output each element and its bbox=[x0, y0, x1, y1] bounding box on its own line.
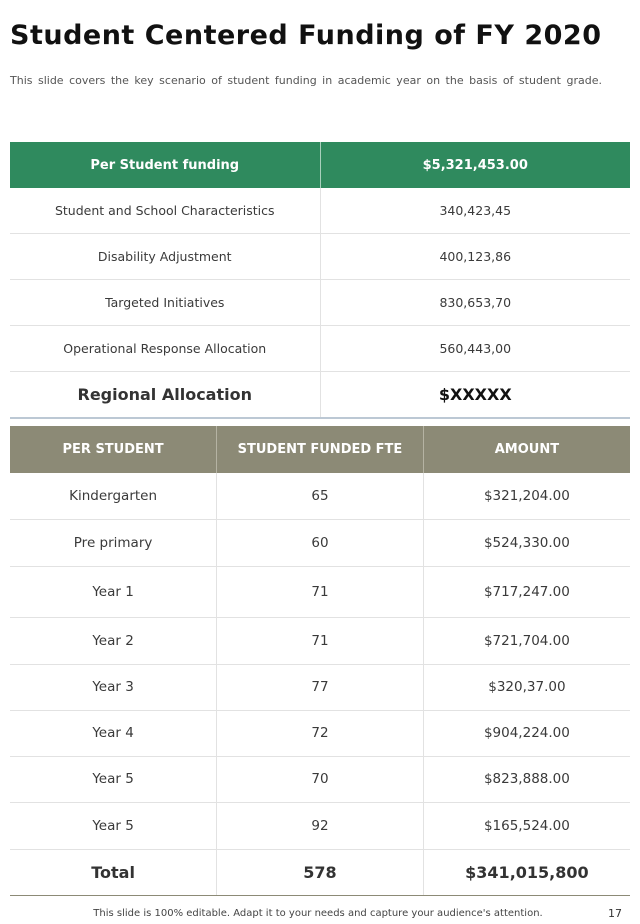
funding-header-label: Per Student funding bbox=[10, 142, 320, 188]
fte-cell: 60 bbox=[217, 519, 424, 566]
total-fte: 578 bbox=[217, 849, 424, 895]
table-row bbox=[10, 664, 630, 710]
fte-cell: 70 bbox=[217, 756, 424, 802]
total-label: Total bbox=[10, 849, 217, 895]
fte-cell: 77 bbox=[217, 664, 424, 710]
funding-row-label: Disability Adjustment bbox=[10, 234, 320, 280]
funding-row-label: Operational Response Allocation bbox=[10, 326, 320, 372]
page-title: Student Centered Funding of FY 2020 bbox=[10, 20, 602, 51]
funding-row-value: 830,653,70 bbox=[320, 280, 630, 326]
funding-row-value: 340,423,45 bbox=[320, 188, 630, 234]
grade-cell: Year 5 bbox=[10, 756, 217, 802]
amount-cell: $320,37.00 bbox=[423, 664, 630, 710]
amount-cell: $321,204.00 bbox=[423, 473, 630, 519]
funding-row-label: Targeted Initiatives bbox=[10, 280, 320, 326]
student-funding-table bbox=[10, 426, 630, 896]
grade-cell: Kindergarten bbox=[10, 473, 217, 519]
table-row bbox=[10, 519, 630, 566]
amount-cell: $717,247.00 bbox=[423, 566, 630, 617]
regional-allocation-row bbox=[10, 372, 630, 419]
funding-row-value: 400,123,86 bbox=[320, 234, 630, 280]
table-row bbox=[10, 473, 630, 519]
funding-table bbox=[10, 142, 630, 419]
table-row bbox=[10, 188, 630, 234]
table-row bbox=[10, 326, 630, 372]
table-row bbox=[10, 710, 630, 756]
grade-cell: Year 5 bbox=[10, 802, 217, 849]
grade-cell: Pre primary bbox=[10, 519, 217, 566]
funding-row-label: Student and School Characteristics bbox=[10, 188, 320, 234]
regional-allocation-value: $XXXXX bbox=[320, 372, 630, 419]
table-row bbox=[10, 802, 630, 849]
total-row bbox=[10, 849, 630, 895]
table-row bbox=[10, 280, 630, 326]
student-table-header bbox=[10, 426, 630, 473]
column-header-fte: STUDENT FUNDED FTE bbox=[217, 426, 424, 473]
amount-cell: $165,524.00 bbox=[423, 802, 630, 849]
amount-cell: $823,888.00 bbox=[423, 756, 630, 802]
fte-cell: 71 bbox=[217, 617, 424, 664]
grade-cell: Year 2 bbox=[10, 617, 217, 664]
grade-cell: Year 4 bbox=[10, 710, 217, 756]
column-header-amount: AMOUNT bbox=[423, 426, 630, 473]
regional-allocation-label: Regional Allocation bbox=[10, 372, 320, 419]
page-subtitle: This slide covers the key scenario of student funding in academic year on the basis of student grade. bbox=[10, 74, 602, 87]
funding-row-value: 560,443,00 bbox=[320, 326, 630, 372]
amount-cell: $524,330.00 bbox=[423, 519, 630, 566]
funding-header-value: $5,321,453.00 bbox=[320, 142, 630, 188]
total-amount: $341,015,800 bbox=[423, 849, 630, 895]
funding-table-header bbox=[10, 142, 630, 188]
table-row bbox=[10, 756, 630, 802]
fte-cell: 92 bbox=[217, 802, 424, 849]
grade-cell: Year 1 bbox=[10, 566, 217, 617]
fte-cell: 65 bbox=[217, 473, 424, 519]
table-row bbox=[10, 234, 630, 280]
grade-cell: Year 3 bbox=[10, 664, 217, 710]
footer-note: This slide is 100% editable. Adapt it to your needs and capture your audience's attention. bbox=[93, 908, 543, 919]
page-number: 17 bbox=[608, 907, 622, 920]
fte-cell: 72 bbox=[217, 710, 424, 756]
table-row bbox=[10, 617, 630, 664]
column-header-per-student: PER STUDENT bbox=[10, 426, 217, 473]
amount-cell: $721,704.00 bbox=[423, 617, 630, 664]
amount-cell: $904,224.00 bbox=[423, 710, 630, 756]
table-row bbox=[10, 566, 630, 617]
fte-cell: 71 bbox=[217, 566, 424, 617]
